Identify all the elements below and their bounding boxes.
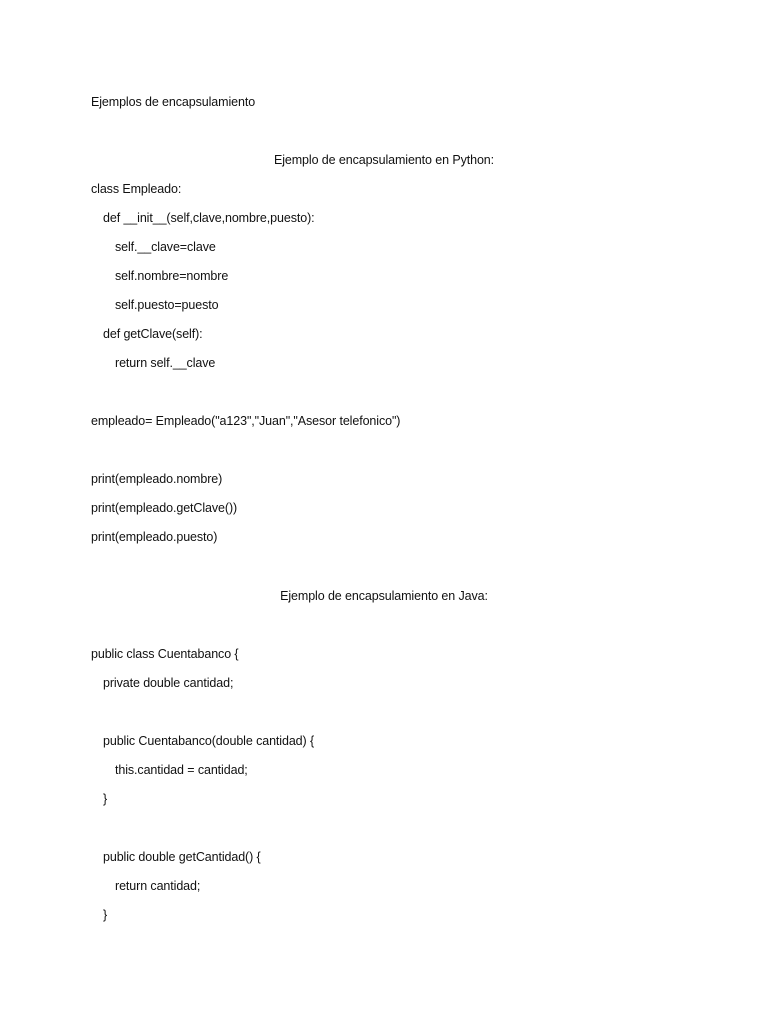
python-code-line: def __init__(self,clave,nombre,puesto):	[103, 211, 315, 225]
java-code-line: this.cantidad = cantidad;	[115, 763, 248, 777]
python-heading: Ejemplo de encapsulamiento en Python:	[273, 153, 495, 167]
python-code-line: print(empleado.nombre)	[91, 472, 223, 486]
java-code-line: }	[103, 792, 108, 806]
python-code-line: class Empleado:	[91, 182, 182, 196]
python-code-line: return self.__clave	[115, 356, 216, 370]
python-code-line: empleado= Empleado("a123","Juan","Asesor telefonico")	[91, 414, 401, 428]
java-heading: Ejemplo de encapsulamiento en Java:	[280, 589, 488, 603]
java-code-line: }	[103, 908, 108, 922]
python-code-line: print(empleado.getClave())	[91, 501, 238, 515]
document-title: Ejemplos de encapsulamiento	[91, 95, 256, 109]
java-code-line: public double getCantidad() {	[103, 850, 261, 864]
python-code-line: self.nombre=nombre	[115, 269, 229, 283]
python-code-line: self.__clave=clave	[115, 240, 216, 254]
python-code-line: self.puesto=puesto	[115, 298, 219, 312]
java-code-line: public class Cuentabanco {	[91, 647, 239, 661]
java-code-line: public Cuentabanco(double cantidad) {	[103, 734, 315, 748]
python-code-line: print(empleado.puesto)	[91, 530, 218, 544]
java-code-line: private double cantidad;	[103, 676, 234, 690]
java-code-line: return cantidad;	[115, 879, 201, 893]
python-code-line: def getClave(self):	[103, 327, 203, 341]
